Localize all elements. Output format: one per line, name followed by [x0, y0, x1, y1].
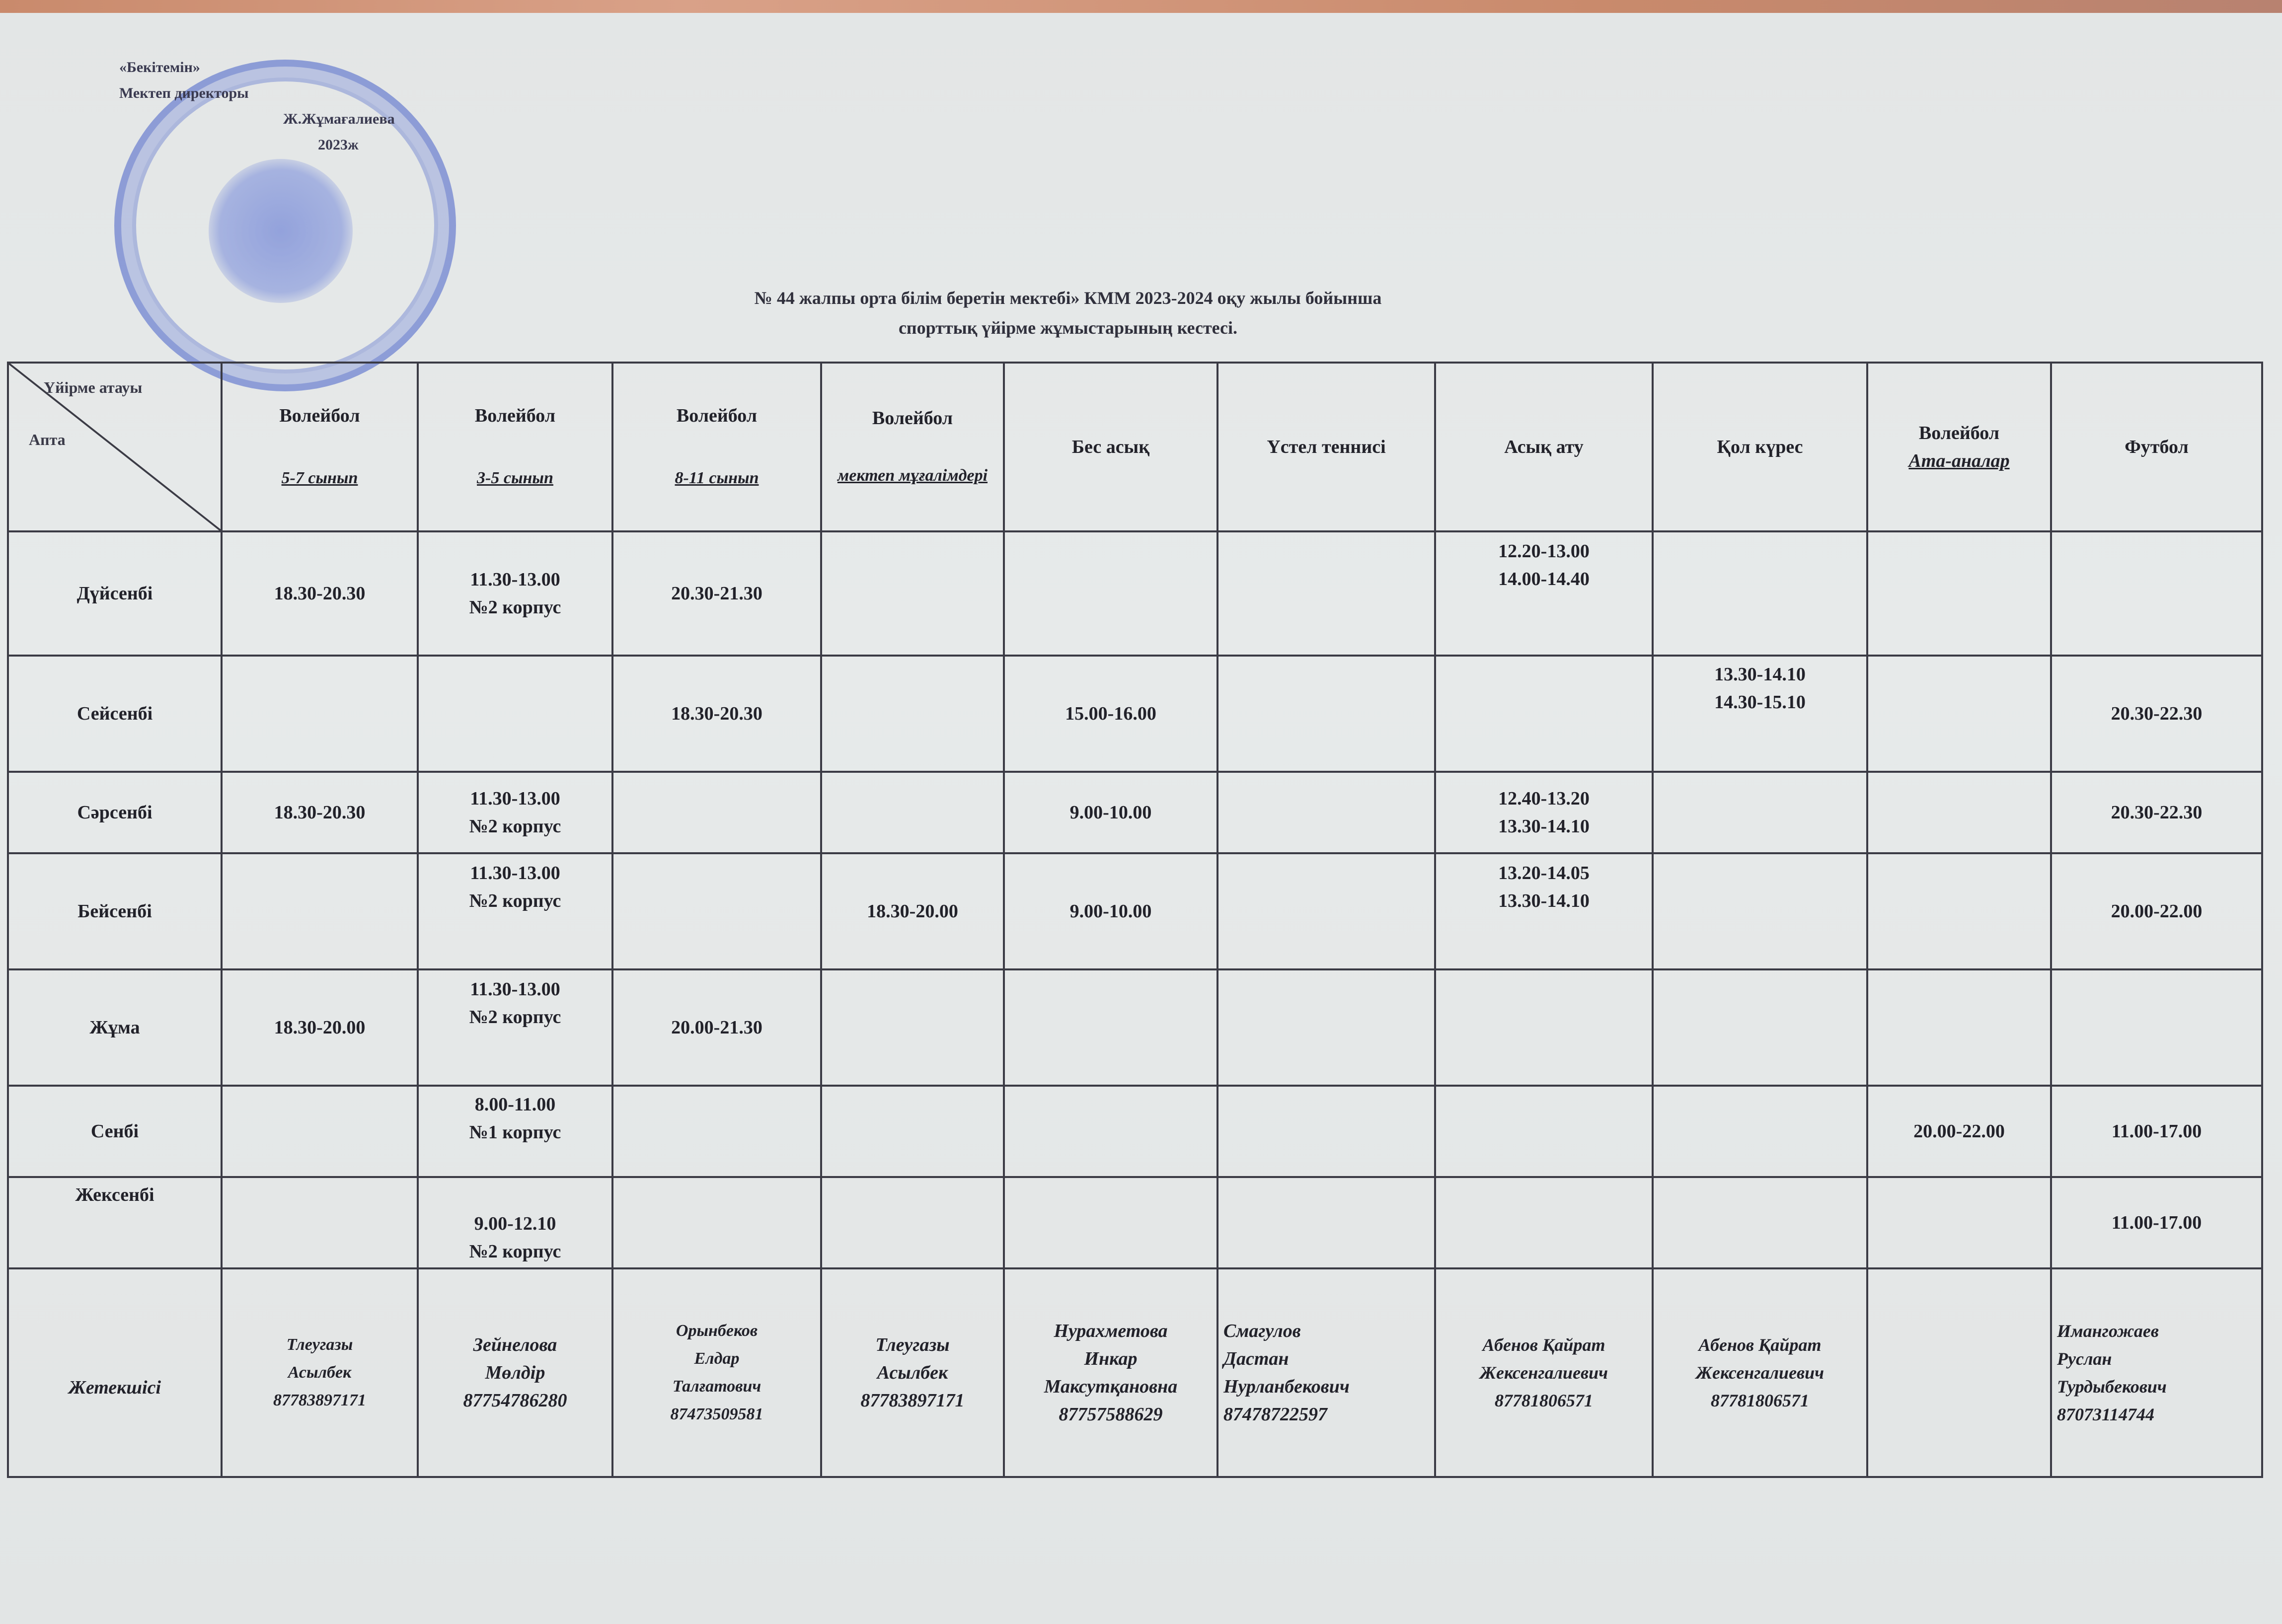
time-cell	[1217, 1177, 1435, 1268]
table-row-friday	[8, 969, 2262, 1086]
header-col-10: Футбол	[2051, 363, 2262, 531]
time-cell	[1867, 969, 2051, 1086]
time-cell	[1867, 531, 2051, 656]
time-cell	[1867, 1177, 2051, 1268]
header-corner-cell	[8, 363, 222, 531]
time-cell: 18.30-20.00	[222, 969, 418, 1086]
title-line-2: спорттық үйірме жұмыстарының кестесі.	[898, 318, 1238, 338]
time-cell	[1435, 656, 1653, 772]
teacher-cell: Орынбеков Елдар Талғатович 87473509581	[612, 1268, 821, 1477]
time-cell	[612, 1086, 821, 1177]
day-cell: Жексенбі	[8, 1177, 222, 1268]
header-col-5: Бес асық	[1004, 363, 1217, 531]
table-row-tuesday	[8, 656, 2262, 772]
approval-line-4: 2023ж	[318, 137, 359, 153]
time-cell	[2051, 969, 2262, 1086]
time-cell: 13.20-14.05 13.30-14.10	[1435, 853, 1653, 969]
time-cell: 9.00-10.00	[1004, 853, 1217, 969]
time-cell	[1435, 969, 1653, 1086]
schedule-table	[7, 362, 2263, 1478]
time-cell	[1867, 656, 2051, 772]
time-cell: 12.20-13.00 14.00-14.40	[1435, 531, 1653, 656]
time-cell: 13.30-14.10 14.30-15.10	[1653, 656, 1867, 772]
time-cell: 20.30-22.30	[2051, 656, 2262, 772]
approval-line-3: Ж.Жұмағалиева	[283, 111, 395, 127]
teacher-cell	[1867, 1268, 2051, 1477]
teacher-cell: Абенов Қайрат Жексенгалиевич 87781806571	[1653, 1268, 1867, 1477]
day-cell: Сенбі	[8, 1086, 222, 1177]
time-cell	[821, 656, 1004, 772]
time-cell: 20.30-22.30	[2051, 772, 2262, 853]
time-cell	[821, 1177, 1004, 1268]
corner-top-label: Үйірме атауы	[44, 378, 143, 396]
table-row-sunday	[8, 1177, 2262, 1268]
time-cell	[1653, 531, 1867, 656]
time-cell	[1653, 1177, 1867, 1268]
time-cell	[1217, 772, 1435, 853]
time-cell	[1867, 853, 2051, 969]
paper-top-edge	[0, 0, 2282, 13]
time-cell: 11.30-13.00 №2 корпус	[418, 969, 612, 1086]
corner-bottom-label: Апта	[29, 431, 66, 448]
time-cell: 9.00-12.10 №2 корпус	[418, 1177, 612, 1268]
document-title	[546, 283, 1590, 343]
time-cell	[1435, 1086, 1653, 1177]
time-cell: 20.30-21.30	[612, 531, 821, 656]
header-col-9: Волейбол Ата-аналар	[1867, 363, 2051, 531]
time-cell: 11.30-13.00 №2 корпус	[418, 772, 612, 853]
time-cell	[1867, 772, 2051, 853]
header-col-2: Волейбол 3-5 сынып	[418, 363, 612, 531]
table-row-thursday	[8, 853, 2262, 969]
approval-block	[119, 55, 517, 184]
teacher-cell: Зейнелова Мөлдір 87754786280	[418, 1268, 612, 1477]
time-cell	[1004, 531, 1217, 656]
title-line-1: № 44 жалпы орта білім беретін мектебі» КММ 2023-2024 оқу жылы бойынша	[754, 288, 1382, 308]
teacher-cell: Имангожаев Руслан Турдыбекович 87073114744	[2051, 1268, 2262, 1477]
time-cell	[2051, 531, 2262, 656]
header-row	[8, 363, 2262, 531]
time-cell: 18.30-20.30	[222, 772, 418, 853]
time-cell: 20.00-22.00	[2051, 853, 2262, 969]
time-cell	[1217, 1086, 1435, 1177]
time-cell	[1653, 853, 1867, 969]
time-cell	[1435, 1177, 1653, 1268]
time-cell	[821, 772, 1004, 853]
teacher-row-label: Жетекшісі	[8, 1268, 222, 1477]
header-col-7: Асық ату	[1435, 363, 1653, 531]
teacher-cell: Смагулов Дастан Нурланбекович 87478722597	[1217, 1268, 1435, 1477]
time-cell	[1004, 969, 1217, 1086]
day-cell: Дүйсенбі	[8, 531, 222, 656]
time-cell	[612, 853, 821, 969]
time-cell	[612, 772, 821, 853]
time-cell	[612, 1177, 821, 1268]
time-cell: 20.00-22.00	[1867, 1086, 2051, 1177]
time-cell	[1653, 969, 1867, 1086]
time-cell	[1217, 969, 1435, 1086]
day-cell: Сәрсенбі	[8, 772, 222, 853]
time-cell	[1653, 1086, 1867, 1177]
teacher-cell: Абенов Қайрат Жексенгалиевич 87781806571	[1435, 1268, 1653, 1477]
day-cell: Сейсенбі	[8, 656, 222, 772]
header-col-6: Үстел теннисі	[1217, 363, 1435, 531]
time-cell	[1004, 1177, 1217, 1268]
time-cell: 18.30-20.30	[222, 531, 418, 656]
time-cell	[222, 656, 418, 772]
day-cell: Бейсенбі	[8, 853, 222, 969]
teacher-cell: Тлеугазы Асылбек 87783897171	[222, 1268, 418, 1477]
table-row-saturday	[8, 1086, 2262, 1177]
teacher-row	[8, 1268, 2262, 1477]
time-cell	[821, 1086, 1004, 1177]
time-cell	[1217, 853, 1435, 969]
teacher-cell: Тлеугазы Асылбек 87783897171	[821, 1268, 1004, 1477]
approval-line-1: «Бекітемін»	[119, 59, 200, 75]
day-cell: Жұма	[8, 969, 222, 1086]
time-cell	[1004, 1086, 1217, 1177]
time-cell	[821, 531, 1004, 656]
table-row-monday	[8, 531, 2262, 656]
teacher-cell: Нурахметова Инкар Максутқановна 87757588629	[1004, 1268, 1217, 1477]
time-cell: 15.00-16.00	[1004, 656, 1217, 772]
time-cell: 9.00-10.00	[1004, 772, 1217, 853]
time-cell: 8.00-11.00 №1 корпус	[418, 1086, 612, 1177]
time-cell	[222, 853, 418, 969]
time-cell: 20.00-21.30	[612, 969, 821, 1086]
time-cell	[821, 969, 1004, 1086]
time-cell	[222, 1086, 418, 1177]
time-cell	[418, 656, 612, 772]
time-cell: 11.00-17.00	[2051, 1177, 2262, 1268]
time-cell: 11.00-17.00	[2051, 1086, 2262, 1177]
time-cell: 12.40-13.20 13.30-14.10	[1435, 772, 1653, 853]
time-cell	[222, 1177, 418, 1268]
header-col-3: Волейбол 8-11 сынып	[612, 363, 821, 531]
time-cell	[1653, 772, 1867, 853]
header-col-1: Волейбол 5-7 сынып	[222, 363, 418, 531]
time-cell: 18.30-20.00	[821, 853, 1004, 969]
time-cell: 11.30-13.00 №2 корпус	[418, 531, 612, 656]
table-row-wednesday	[8, 772, 2262, 853]
header-col-8: Қол күрес	[1653, 363, 1867, 531]
approval-line-2: Мектеп директоры	[119, 85, 249, 101]
time-cell: 11.30-13.00 №2 корпус	[418, 853, 612, 969]
time-cell	[1217, 656, 1435, 772]
time-cell	[1217, 531, 1435, 656]
header-col-4: Волейбол мектеп мұғалімдері	[821, 363, 1004, 531]
time-cell: 18.30-20.30	[612, 656, 821, 772]
